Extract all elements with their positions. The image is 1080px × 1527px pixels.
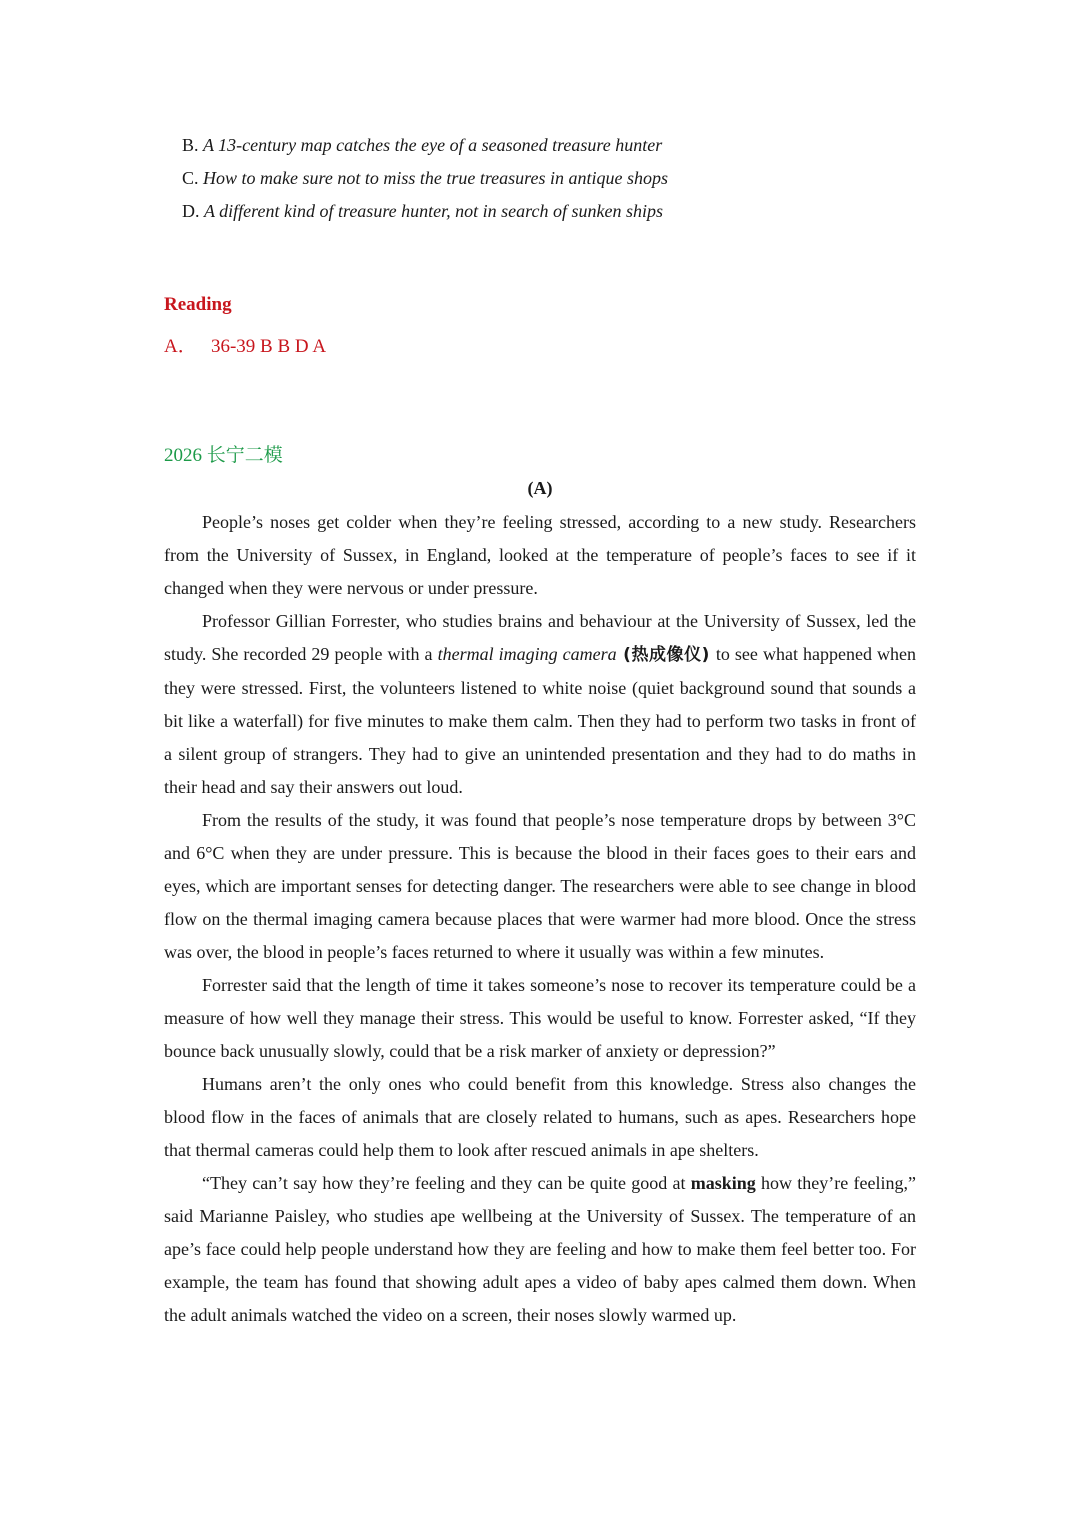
option-letter: C. — [182, 168, 199, 188]
option-text: How to make sure not to miss the true treasures in antique shops — [203, 168, 668, 188]
paragraph-2 — [164, 605, 916, 804]
option-c — [182, 162, 882, 195]
paragraph-5: Humans aren’t the only ones who could benefit from this knowledge. Stress also changes the blood flow in the faces of animals that are closely related to humans, such as apes. Researchers hope that thermal cameras could help them to look after rescued animals in ape shelters. — [164, 1074, 916, 1160]
passage-title: (A) — [527, 478, 553, 498]
paragraph-3: From the results of the study, it was found that people’s nose temperature drops by between 3°C and 6°C when they are under pressure. This is because the blood in their faces goes to their ears and eyes, which are important senses for detecting danger. The researchers were able to see change in blood flow on the thermal imaging camera because places that were warmer had more blood. Once the stress was over, the blood in people’s faces returned to where it usually was within a few minutes. — [164, 810, 916, 962]
paragraph-1: People’s noses get colder when they’re feeling stressed, according to a new study. Researchers from the University of Sussex, in England, looked at the temperature of people’s faces to see if it changed when they were nervous or under pressure. — [164, 512, 916, 598]
thermal-imaging-term: thermal imaging camera — [437, 644, 617, 664]
paragraph-2-text-a: Professor Gillian Forrester, who studies brains and behaviour at the University of Sussex, led the study. She recorded 29 people with a — [164, 611, 916, 664]
reading-heading: Reading — [164, 294, 232, 315]
option-d — [182, 195, 882, 228]
option-text: A different kind of treasure hunter, not in search of sunken ships — [204, 201, 663, 221]
paragraph-4: Forrester said that the length of time it takes someone’s nose to recover its temperature could be a measure of how well they manage their stress. This would be useful to know. Forrester asked, “If they bounce back unusually slowly, could that be a risk marker of anxiety or depression?” — [164, 975, 916, 1061]
paragraph-6-text-b: how they’re feeling,” said Marianne Paisley, who studies ape wellbeing at the University of Sussex. The temperature of an ape’s face could help people understand how they are feeling and how to make them feel better too. For example, the team has found that showing adult apes a video of baby apes calmed them down. When the adult animals watched the video on a screen, their noses slowly warmed up. — [164, 1173, 916, 1325]
answer-options-list — [182, 129, 882, 228]
masking-keyword: masking — [690, 1173, 756, 1193]
paragraph-6-text-a: “They can’t say how they’re feeling and they can be quite good at — [202, 1173, 691, 1193]
paragraph-2-text-b: to see what happened when they were stressed. First, the volunteers listened to white noise (quiet background sound that sounds a bit like a waterfall) for five minutes to make them calm. Then they had to perform two tasks in front of a silent group of strangers. They had to give an unintended presentation and they had to do maths in their head and say their answers out loud. — [164, 644, 916, 797]
reading-passage — [164, 506, 916, 1332]
option-text: A 13-century map catches the eye of a seasoned treasure hunter — [203, 135, 663, 155]
answer-key-line: A． 36-39 B B D A — [164, 336, 327, 357]
option-letter: D. — [182, 201, 200, 221]
option-b — [182, 129, 882, 162]
option-letter: B. — [182, 135, 199, 155]
exam-source-tag: 2026 长宁二模 — [164, 445, 283, 466]
paragraph-6 — [164, 1167, 916, 1332]
chinese-gloss: (热成像仪) — [616, 645, 716, 665]
